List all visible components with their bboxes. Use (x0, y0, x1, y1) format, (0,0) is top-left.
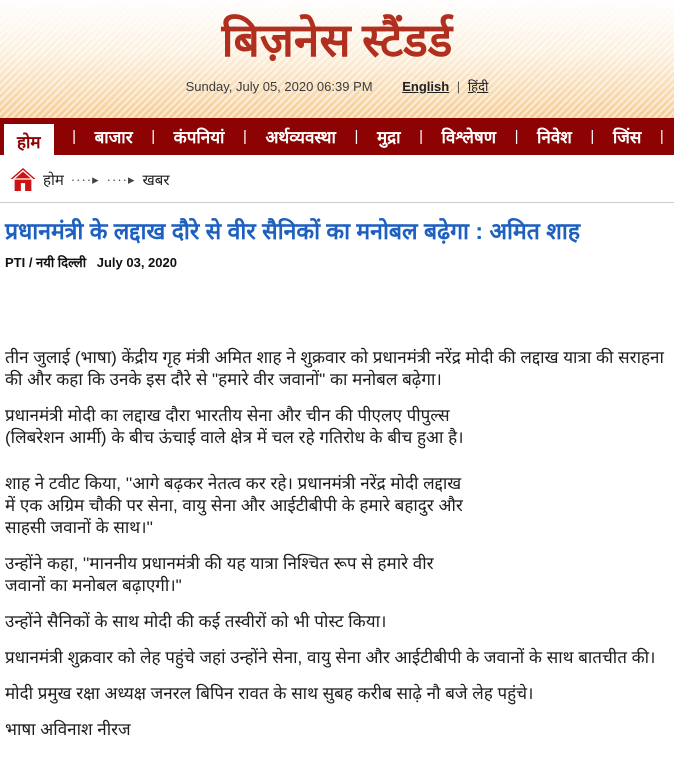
main-navbar (0, 118, 674, 155)
nav-separator: | (514, 128, 519, 145)
article-headline: प्रधानमंत्री के लद्दाख दौरे से वीर सैनिकों का मनोबल बढ़ेगा : अमित शाह (5, 218, 581, 244)
current-datetime: Sunday, July 05, 2020 06:39 PM (185, 79, 373, 94)
language-link-hindi[interactable]: हिंदी (467, 79, 489, 94)
article-paragraph: उन्होंने सैनिकों के साथ मोदी की कई तस्वीरों को भी पोस्ट किया। (5, 611, 387, 631)
nav-separator: | (72, 128, 77, 145)
breadcrumb (0, 155, 674, 202)
nav-item-commodities[interactable]: जिंस (612, 128, 642, 147)
article-paragraph: मोदी प्रमुख रक्षा अध्यक्ष जनरल बिपिन रावत के साथ सुबह करीब साढ़े नौ बजे लेह पहुंचे। (5, 683, 534, 703)
nav-separator: | (659, 128, 664, 145)
language-separator: | (456, 79, 461, 94)
nav-separator: | (590, 128, 595, 145)
nav-item-home[interactable]: होम (4, 124, 54, 163)
article-body (5, 347, 668, 741)
breadcrumb-separator: ····▸ (106, 171, 136, 187)
breadcrumb-separator: ····▸ (70, 171, 100, 187)
article-paragraph: भाषा अविनाश नीरज (5, 719, 131, 739)
nav-separator: | (354, 128, 359, 145)
article-paragraph: प्रधानमंत्री मोदी का लद्दाख दौरा भारतीय सेना और चीन की पीएलए पीपुल्स (लिबरेशन आर्मी) के बीच ऊंचाई वाले क्षेत्र में चल रहे गतिरोध के बीच हुआ है। (5, 405, 464, 447)
nav-separator: | (151, 128, 156, 145)
nav-item-investment[interactable]: निवेश (537, 128, 572, 147)
byline-source: PTI / नयी दिल्ली (5, 254, 87, 270)
breadcrumb-current: खबर (142, 171, 170, 189)
home-icon[interactable] (10, 168, 36, 191)
dateline (0, 77, 674, 95)
nav-separator: | (243, 128, 247, 145)
nav-item-companies[interactable]: कंपनियां (173, 128, 225, 147)
site-logo[interactable]: बिज़नेस स्टैंडर्ड (221, 15, 453, 66)
article-paragraph: शाह ने टवीट किया, ''आगे बढ़कर नेतत्व कर रहे। प्रधानमंत्री नरेंद्र मोदी लद्दाख में एक अग्रिम चौकी पर सेना, वायु सेना और आईटीबीपी के हमारे बहादुर और साहसी जवानों के साथ।'' (5, 473, 463, 537)
article-byline (5, 253, 668, 271)
nav-separator: | (419, 128, 423, 145)
nav-item-analysis[interactable]: विश्लेषण (441, 128, 497, 147)
breadcrumb-home[interactable]: होम (43, 171, 64, 189)
article (0, 203, 674, 741)
nav-item-economy[interactable]: अर्थव्यवस्था (265, 128, 336, 147)
article-paragraph: प्रधानमंत्री शुक्रवार को लेह पहुंचे जहां उन्होंने सेना, वायु सेना और आईटीबीपी के जवानों के साथ बातचीत की। (5, 647, 656, 667)
article-paragraph: उन्होंने कहा, ''माननीय प्रधानमंत्री की यह यात्रा निश्चित रूप से हमारे वीर जवानों का मनोबल बढ़ाएगी।" (5, 553, 434, 595)
masthead (0, 0, 674, 118)
article-paragraph: तीन जुलाई (भाषा) केंद्रीय गृह मंत्री अमित शाह ने शुक्रवार को प्रधानमंत्री नरेंद्र मोदी की लद्दाख यात्रा की सराहना की और कहा कि उनके इस दौरे से "हमारे वीर जवानों" का मनोबल बढ़ेगा। (5, 347, 664, 389)
byline-date: July 03, 2020 (96, 254, 177, 270)
nav-item-currency[interactable]: मुद्रा (376, 128, 401, 147)
language-link-english[interactable]: English (402, 79, 450, 94)
nav-item-markets[interactable]: बाजार (94, 128, 133, 147)
